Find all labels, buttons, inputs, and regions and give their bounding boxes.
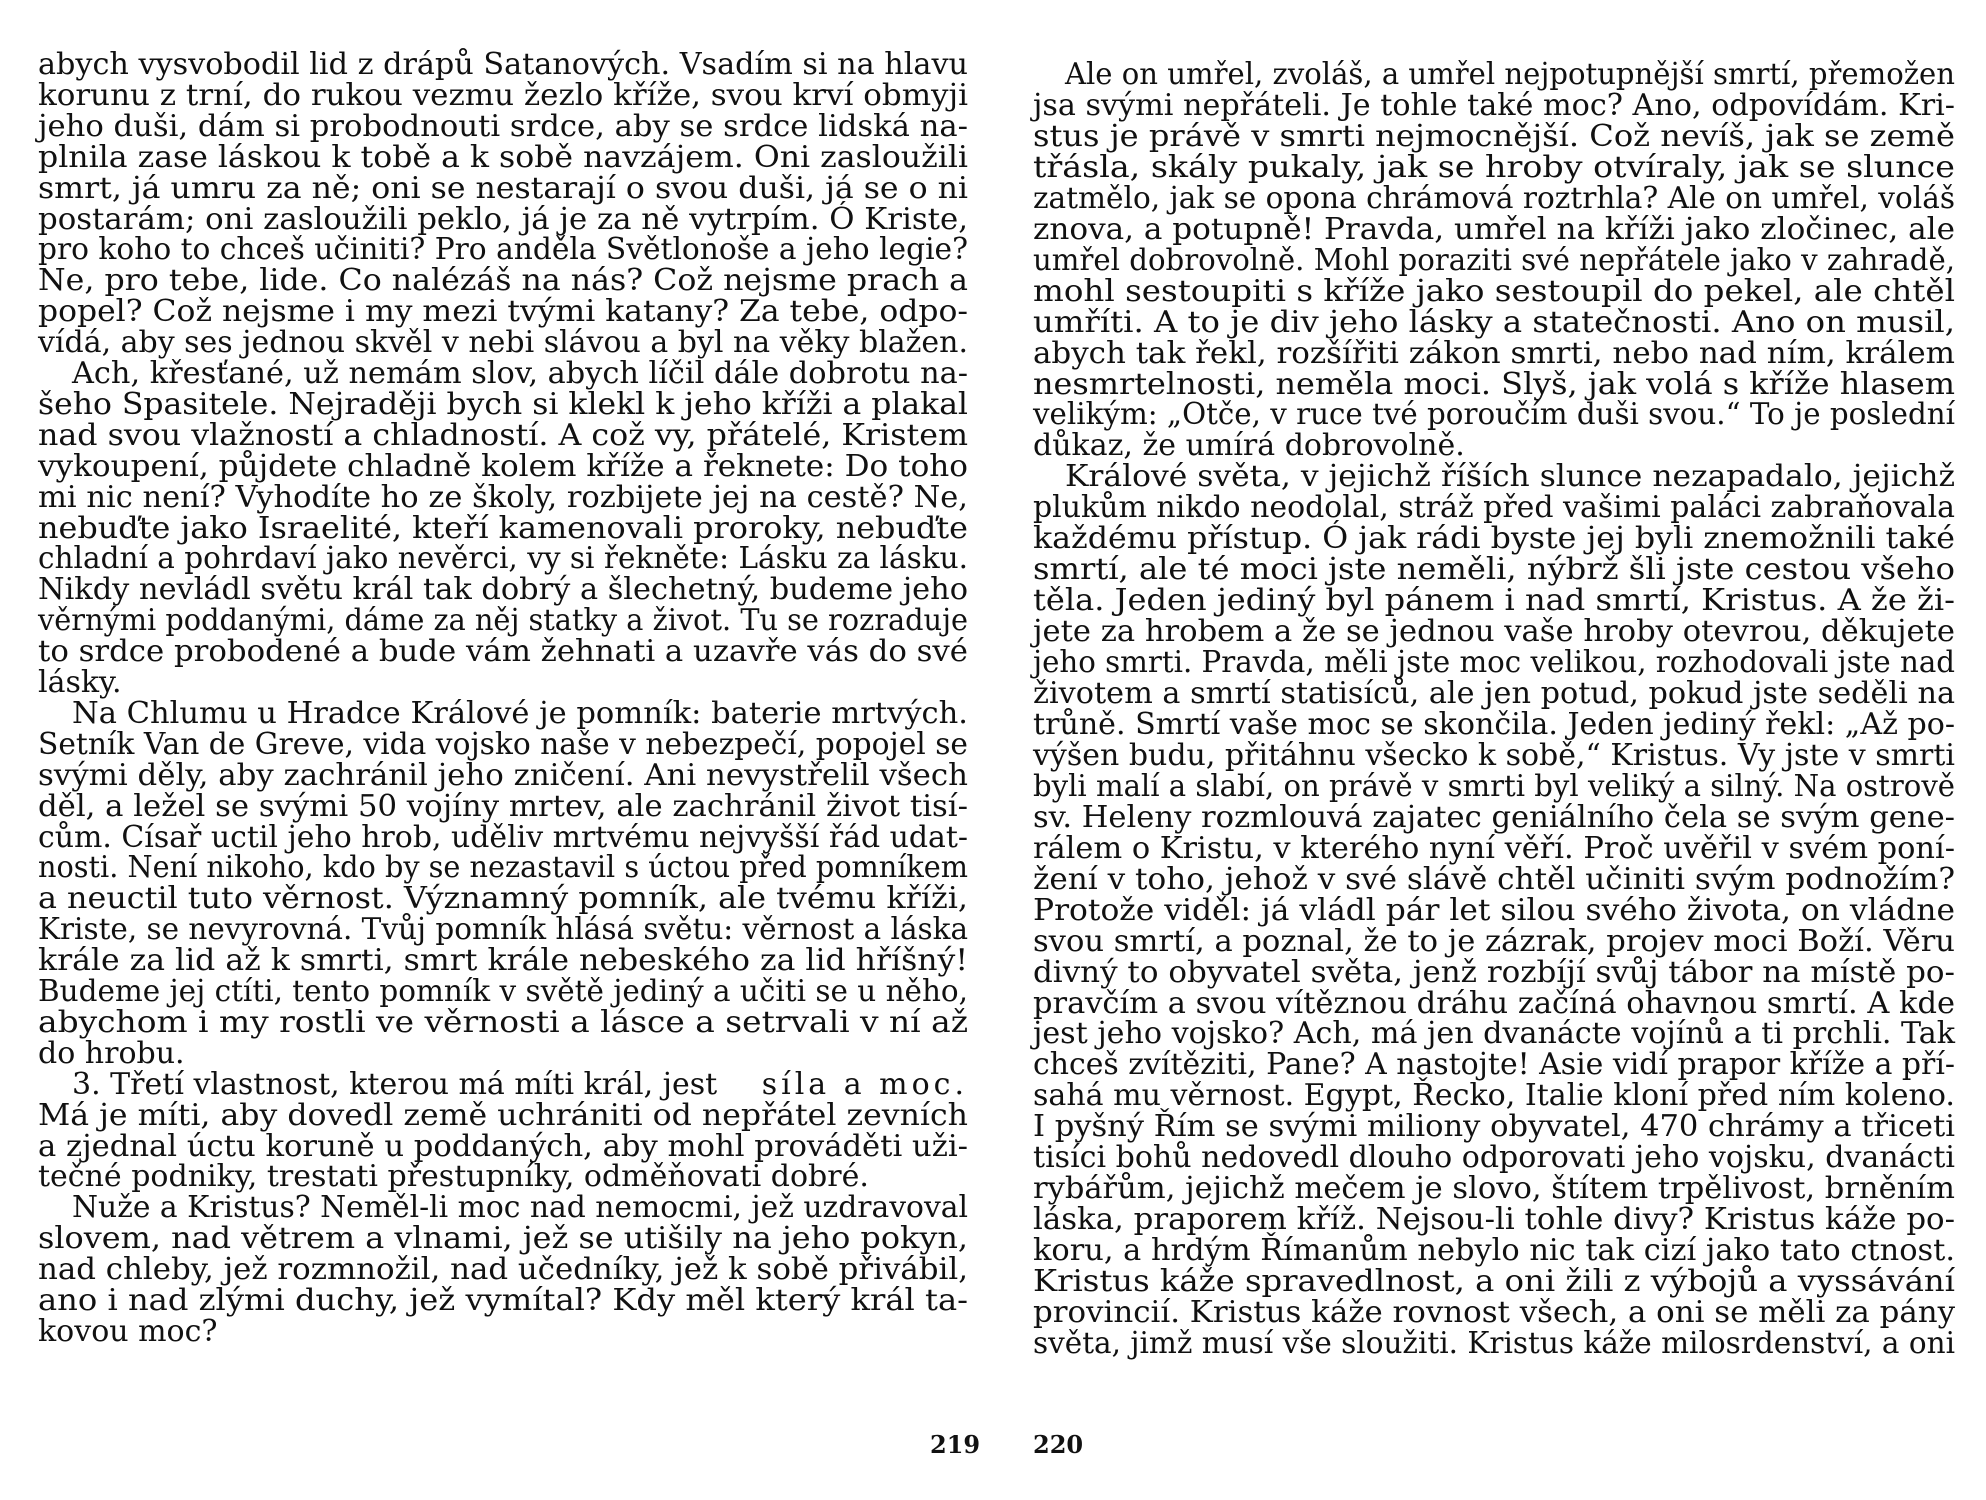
text-line: plnila zase láskou k tobě a k sobě navzájem. Oni zasloužili xyxy=(38,139,968,175)
text-line: jest jeho vojsko? Ach, má jen dvanácte vojínů a ti prchli. Tak xyxy=(1033,1016,1955,1052)
text-line: trůně. Smrtí vaše moc se skončila. Jeden jediný řekl: „Až po- xyxy=(1033,706,1955,742)
text-line: důkaz, že umírá dobrovolně. xyxy=(1033,428,1465,464)
text-line: popel? Což nejsme i my mezi tvými katany? Za tebe, odpo- xyxy=(38,294,968,330)
text-line: cům. Císař uctil jeho hrob, uděliv mrtvému nejvyšší řád udat- xyxy=(38,819,968,855)
text-line: třásla, skály pukaly, jak se hroby otvíraly, jak se slunce xyxy=(1033,149,1955,185)
text-line: pro koho to chceš učiniti? Pro anděla Světlonoše a jeho legie? xyxy=(38,232,968,268)
text-line: umřel dobrovolně. Mohl poraziti své nepřátele jako v zahradě, xyxy=(1033,242,1955,278)
text-line: jete za hrobem a že se jednou vaše hroby otevrou, děkujete xyxy=(1033,614,1955,650)
text-line: zatmělo, jak se opona chrámová roztrhla? Ale on umřel, voláš xyxy=(1033,180,1955,216)
text-line: umříti. A to je div jeho lásky a statečnosti. Ano on musil, xyxy=(1033,304,1955,340)
text-line: svými děly, aby zachránil jeho zničení. Ani nevystřelil všech xyxy=(38,757,969,793)
text-line: Nuže a Kristus? Neměl-li moc nad nemocmi, jež uzdravoval xyxy=(72,1190,968,1226)
text-line: stus je právě v smrti nejmocnější. Což nevíš, jak se země xyxy=(1033,118,1955,154)
text-line: tečné podniky, trestati přestupníky, odměňovati dobré. xyxy=(38,1159,869,1195)
text-line: nebuďte jako Israelité, kteří kamenovali proroky, nebuďte xyxy=(38,510,968,546)
text-line: Ale on umřel, zvoláš, a umřel nejpotupnější smrtí, přemožen xyxy=(1065,57,1955,92)
text-line: těla. Jeden jediný byl pánem i nad smrtí, Kristus. A že ži- xyxy=(1033,583,1955,619)
text-line: rybářům, jejichž mečem je slovo, štítem trpělivost, brněním xyxy=(1033,1171,1955,1207)
text-line: tisíci bohů nedovedl dlouho odporovati jeho vojsku, dvanácti xyxy=(1033,1140,1955,1176)
text-line: Setník Van de Greve, vida vojsko naše v nebezpečí, popojel se xyxy=(38,726,968,762)
text-line: chceš zvítěziti, Pane? A nastojte! Asie vidí prapor kříže a pří- xyxy=(1033,1047,1955,1083)
text-line: vykoupení, půjdete chladně kolem kříže a řeknete: Do toho xyxy=(38,448,968,484)
text-line: I pyšný Řím se svými miliony obyvatel, 470 chrámy a třiceti xyxy=(1033,1109,1955,1145)
text-line: Kriste, se nevyrovná. Tvůj pomník hlásá světu: věrnost a láska xyxy=(38,912,968,948)
text-line: Má je míti, aby dovedl země uchrániti od nepřátel zevních xyxy=(38,1097,968,1133)
text-line: smrt, já umru za ně; oni se nestarají o svou duši, já se o ni xyxy=(38,170,968,206)
text-line: nad svou vlažností a chladností. A což vy, přátelé, Kristem xyxy=(38,417,969,453)
text-line: krále za lid až k smrti, smrt krále nebeského za lid hříšný! xyxy=(38,943,969,979)
text-line: síla a moc. xyxy=(761,1066,968,1102)
text-line: sv. Heleny rozmlouvá zajatec geniálního čela se svým gene- xyxy=(1033,799,1955,835)
text-line: a zjednal úctu koruně u poddaných, aby mohl prováděti uži- xyxy=(38,1128,968,1164)
text-line: nad chleby, jež rozmnožil, nad učedníky, jež k sobě přivábil, xyxy=(38,1252,969,1288)
text-line: věrnými poddanými, dáme za něj statky a život. Tu se rozraduje xyxy=(38,603,968,639)
text-line: Ach, křesťané, už nemám slov, abych líčil dále dobrotu na- xyxy=(72,356,968,391)
text-line: abych tak řekl, rozšířiti zákon smrti, nebo nad ním, králem xyxy=(1033,335,1955,371)
text-line: světa, jimž musí vše sloužiti. Kristus káže milosrdenství, a oni xyxy=(1033,1325,1955,1361)
text-line: Králové světa, v jejichž říších slunce nezapadalo, jejichž xyxy=(1065,459,1955,495)
text-line: sahá mu věrnost. Egypt, Řecko, Italie kloní před ním koleno. xyxy=(1033,1078,1955,1114)
text-line: výšen budu, přitáhnu všecko k sobě,“ Kristus. Vy jste v smrti xyxy=(1033,737,1955,773)
text-line: postarám; oni zasloužili peklo, já je za ně vytrpím. Ó Kriste, xyxy=(38,201,969,237)
text-line: Budeme jej ctíti, tento pomník v světě jediný a učiti se u něho, xyxy=(38,974,968,1009)
text-line: ano i nad zlými duchy, jež vymítal? Kdy měl který král ta- xyxy=(38,1283,969,1318)
text-line: kovou moc? xyxy=(38,1313,218,1349)
text-line: Kristus káže spravedlnost, a oni žili z výbojů a vyssávání xyxy=(1033,1264,1955,1300)
text-line: Na Chlumu u Hradce Králové je pomník: baterie mrtvých. xyxy=(72,695,968,731)
text-line: svou smrtí, a poznal, že to je zázrak, projev moci Boží. Věru xyxy=(1033,923,1955,959)
text-line: mi nic není? Vyhodíte ho ze školy, rozbijete jej na cestě? Ne, xyxy=(38,479,968,515)
text-line: to srdce probodené a bude vám žehnati a uzavře vás do své xyxy=(38,634,968,670)
text-line: chladní a pohrdaví jako nevěrci, vy si řekněte: Lásku za lásku. xyxy=(38,541,968,577)
text-line: znova, a potupně! Pravda, umřel na kříži jako zločinec, ale xyxy=(1033,211,1955,247)
text-line: koru, a hrdým Římanům nebylo nic tak cizí jako tato ctnost. xyxy=(1033,1233,1955,1269)
text-line: jeho duši, dám si probodnouti srdce, aby se srdce lidská na- xyxy=(38,108,968,144)
text-line: 3. Třetí vlastnost, kterou má míti král, jest xyxy=(72,1066,718,1102)
text-line: šeho Spasitele. Nejraději bych si klekl k jeho kříži a plakal xyxy=(38,386,968,422)
text-line: korunu z trní, do rukou vezmu žezlo kříže, svou krví obmyji xyxy=(38,77,968,113)
text-line: abychom i my rostli ve věrnosti a lásce a setrvali v ní až xyxy=(38,1004,968,1040)
text-line: nosti. Není nikoho, kdo by se nezastavil s úctou před pomníkem xyxy=(38,850,968,886)
text-line: rálem o Kristu, v kterého nyní věří. Proč uvěřil v svém poní- xyxy=(1033,830,1955,866)
text-line: jeho smrti. Pravda, měli jste moc velikou, rozhodovali jste nad xyxy=(1033,645,1955,681)
text-line: jsa svými nepřáteli. Je tohle také moc? Ano, odpovídám. Kri- xyxy=(1033,87,1955,123)
text-line: abych vysvobodil lid z drápů Satanových. Vsadím si na hlavu xyxy=(38,47,969,82)
text-line: Protože viděl: já vládl pár let silou svého života, on vládne xyxy=(1033,892,1955,928)
page-number-right: 220 xyxy=(1033,1430,1084,1459)
text-line: každému přístup. Ó jak rádi byste jej byli znemožnili také xyxy=(1033,521,1955,557)
text-line: do hrobu. xyxy=(38,1035,185,1071)
page-number-left: 219 xyxy=(930,1430,981,1459)
text-line: lásky. xyxy=(38,665,122,700)
text-line: divný to obyvatel světa, jenž rozbíjí svůj tábor na místě po- xyxy=(1033,954,1955,990)
text-line: plukům nikdo neodolal, stráž před vašimi paláci zabraňovala xyxy=(1033,490,1955,526)
text-line: slovem, nad větrem a vlnami, jež se utišily na jeho pokyn, xyxy=(38,1221,968,1257)
text-line: a neuctil tuto věrnost. Významný pomník, ale tvému kříži, xyxy=(38,881,969,917)
text-line: byli malí a slabí, on právě v smrti byl veliký a silný. Na ostrově xyxy=(1033,768,1955,804)
text-line: Ne, pro tebe, lide. Co nalézáš na nás? Což nejsme prach a xyxy=(38,263,968,299)
text-line: životem a smrtí statisíců, ale jen potud, pokud jste seděli na xyxy=(1033,676,1955,711)
text-line: mohl sestoupiti s kříže jako sestoupil do pekel, ale chtěl xyxy=(1033,273,1955,309)
text-line: láska, praporem kříž. Nejsou-li tohle divy? Kristus káže po- xyxy=(1033,1202,1955,1238)
text-line: Nikdy nevládl světu král tak dobrý a šlechetný, budeme jeho xyxy=(38,572,968,608)
text-line: nesmrtelnosti, neměla moci. Slyš, jak volá s kříže hlasem xyxy=(1033,366,1955,402)
text-line: velikým: „Otče, v ruce tvé poroučím duši svou.“ To je poslední xyxy=(1033,397,1955,433)
text-line: smrtí, ale té moci jste neměli, nýbrž šli jste cestou všeho xyxy=(1033,552,1955,588)
right-page xyxy=(993,0,1986,1500)
text-line: pravčím a svou vítěznou dráhu začíná ohavnou smrtí. A kde xyxy=(1033,985,1955,1021)
text-line: žení v toho, jehož v své slávě chtěl učiniti svým podnožím? xyxy=(1033,861,1955,897)
text-line: provincií. Kristus káže rovnost všech, a oni se měli za pány xyxy=(1033,1295,1955,1330)
text-line: děl, a ležel se svými 50 vojíny mrtev, ale zachránil život tisí- xyxy=(38,788,969,824)
text-line: vídá, aby ses jednou skvěl v nebi slávou a byl na věky blažen. xyxy=(38,325,968,361)
